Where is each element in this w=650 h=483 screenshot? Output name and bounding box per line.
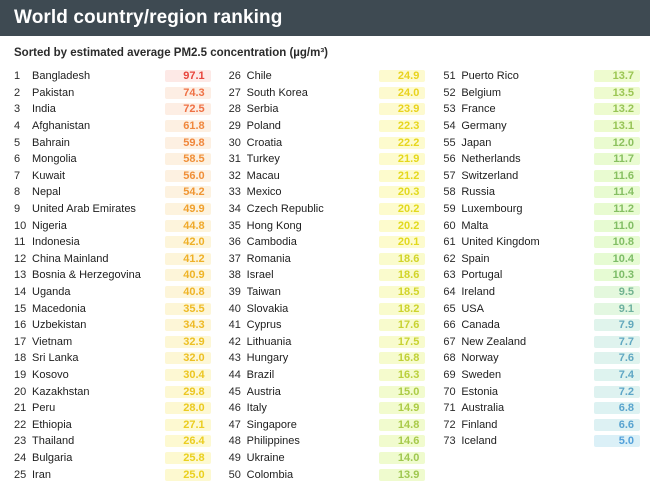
rank-cell: 41: [228, 319, 241, 332]
table-row[interactable]: [225, 433, 426, 450]
pm25-value-cell: 40.8: [165, 286, 211, 298]
rank-cell: 27: [228, 86, 241, 99]
country-name-cell: Macau: [246, 169, 280, 182]
pm25-value-cell: 17.5: [379, 336, 425, 348]
table-row[interactable]: [439, 300, 640, 317]
table-row[interactable]: [225, 151, 426, 168]
table-row[interactable]: [439, 350, 640, 367]
table-row[interactable]: [225, 101, 426, 118]
rank-cell: 49: [228, 451, 241, 464]
pm25-value-cell: 27.1: [165, 419, 211, 431]
country-name-cell: Colombia: [246, 468, 294, 481]
country-name-cell: Bangladesh: [32, 70, 91, 83]
rank-cell: 37: [228, 252, 241, 265]
ranking-column: [225, 68, 426, 483]
table-row[interactable]: [10, 450, 211, 467]
table-row[interactable]: [439, 284, 640, 301]
pm25-value-cell: 74.3: [165, 87, 211, 99]
rank-cell: 62: [443, 252, 456, 265]
ranking-columns: [0, 68, 650, 483]
table-row[interactable]: [10, 300, 211, 317]
country-name-cell: Cambodia: [246, 236, 297, 249]
rank-cell: 70: [443, 385, 456, 398]
rank-cell: 72: [443, 418, 456, 431]
table-row[interactable]: [225, 400, 426, 417]
table-row[interactable]: [10, 400, 211, 417]
pm25-value-cell: 6.8: [594, 402, 640, 414]
table-row[interactable]: [10, 317, 211, 334]
rank-cell: 12: [14, 252, 27, 265]
country-name-cell: United Kingdom: [461, 236, 540, 249]
country-name-cell: Thailand: [32, 435, 75, 448]
pm25-value-cell: 23.9: [379, 103, 425, 115]
table-row[interactable]: [439, 85, 640, 102]
rank-cell: 18: [14, 352, 27, 365]
rank-cell: 31: [228, 153, 241, 166]
table-row[interactable]: [439, 201, 640, 218]
rank-cell: 69: [443, 368, 456, 381]
table-row[interactable]: [439, 234, 640, 251]
country-name-cell: Ireland: [461, 286, 495, 299]
country-name-cell: Finland: [461, 418, 498, 431]
pm25-value-cell: 13.9: [379, 469, 425, 481]
table-row[interactable]: [10, 101, 211, 118]
table-row[interactable]: [10, 334, 211, 351]
country-name-cell: Singapore: [246, 418, 297, 431]
rank-cell: 24: [14, 451, 27, 464]
pm25-value-cell: 11.2: [594, 203, 640, 215]
country-name-cell: Afghanistan: [32, 120, 91, 133]
rank-cell: 6: [14, 153, 21, 166]
country-name-cell: Turkey: [246, 153, 280, 166]
country-name-cell: China Mainland: [32, 252, 109, 265]
rank-cell: 73: [443, 435, 456, 448]
country-name-cell: Uzbekistan: [32, 319, 87, 332]
country-name-cell: Israel: [246, 269, 274, 282]
pm25-value-cell: 13.5: [594, 87, 640, 99]
country-name-cell: Bosnia & Herzegovina: [32, 269, 141, 282]
pm25-value-cell: 14.0: [379, 452, 425, 464]
pm25-value-cell: 24.9: [379, 70, 425, 82]
table-row[interactable]: [225, 184, 426, 201]
table-row[interactable]: [10, 118, 211, 135]
table-row[interactable]: [10, 433, 211, 450]
pm25-value-cell: 20.2: [379, 203, 425, 215]
table-row[interactable]: [10, 350, 211, 367]
table-row[interactable]: [10, 217, 211, 234]
country-name-cell: USA: [461, 302, 484, 315]
pm25-value-cell: 40.9: [165, 269, 211, 281]
pm25-value-cell: 10.8: [594, 236, 640, 248]
country-name-cell: Vietnam: [32, 335, 73, 348]
rank-cell: 50: [228, 468, 241, 481]
country-name-cell: India: [32, 103, 56, 116]
country-name-cell: Malta: [461, 219, 489, 232]
rank-cell: 15: [14, 302, 27, 315]
pm25-value-cell: 25.8: [165, 452, 211, 464]
table-row[interactable]: [225, 118, 426, 135]
table-row[interactable]: [439, 416, 640, 433]
rank-cell: 2: [14, 86, 21, 99]
country-name-cell: Sweden: [461, 368, 502, 381]
country-name-cell: Switzerland: [461, 169, 519, 182]
table-row[interactable]: [439, 184, 640, 201]
country-name-cell: Slovakia: [246, 302, 289, 315]
pm25-value-cell: 41.2: [165, 253, 211, 265]
pm25-value-cell: 20.3: [379, 186, 425, 198]
table-row[interactable]: [439, 217, 640, 234]
pm25-value-cell: 9.5: [594, 286, 640, 298]
pm25-value-cell: 26.4: [165, 435, 211, 447]
country-name-cell: Hong Kong: [246, 219, 302, 232]
table-row[interactable]: [225, 367, 426, 384]
table-row[interactable]: [225, 217, 426, 234]
table-row[interactable]: [439, 433, 640, 450]
pm25-value-cell: 42.0: [165, 236, 211, 248]
table-row[interactable]: [225, 201, 426, 218]
pm25-value-cell: 32.9: [165, 336, 211, 348]
table-row[interactable]: [225, 300, 426, 317]
pm25-value-cell: 30.4: [165, 369, 211, 381]
country-name-cell: Australia: [461, 402, 505, 415]
pm25-value-cell: 49.9: [165, 203, 211, 215]
rank-cell: 17: [14, 335, 27, 348]
rank-cell: 3: [14, 103, 21, 116]
rank-cell: 43: [228, 352, 241, 365]
table-row[interactable]: [10, 134, 211, 151]
rank-cell: 58: [443, 186, 456, 199]
country-name-cell: Canada: [461, 319, 500, 332]
pm25-value-cell: 6.6: [594, 419, 640, 431]
pm25-value-cell: 7.6: [594, 352, 640, 364]
pm25-value-cell: 7.9: [594, 319, 640, 331]
pm25-value-cell: 44.8: [165, 220, 211, 232]
rank-cell: 59: [443, 203, 456, 216]
pm25-value-cell: 56.0: [165, 170, 211, 182]
country-name-cell: Hungary: [246, 352, 289, 365]
rank-cell: 30: [228, 136, 241, 149]
pm25-value-cell: 18.6: [379, 269, 425, 281]
rank-cell: 63: [443, 269, 456, 282]
table-row[interactable]: [225, 267, 426, 284]
table-row[interactable]: [439, 251, 640, 268]
pm25-value-cell: 22.2: [379, 137, 425, 149]
country-name-cell: Lithuania: [246, 335, 292, 348]
pm25-value-cell: 5.0: [594, 435, 640, 447]
country-name-cell: Bulgaria: [32, 451, 73, 464]
rank-cell: 40: [228, 302, 241, 315]
country-name-cell: Iceland: [461, 435, 497, 448]
table-row[interactable]: [225, 134, 426, 151]
country-name-cell: Germany: [461, 120, 507, 133]
rank-cell: 52: [443, 86, 456, 99]
pm25-value-cell: 72.5: [165, 103, 211, 115]
table-row[interactable]: [10, 85, 211, 102]
table-row[interactable]: [225, 68, 426, 85]
country-name-cell: Pakistan: [32, 86, 75, 99]
pm25-value-cell: 54.2: [165, 186, 211, 198]
rank-cell: 23: [14, 435, 27, 448]
pm25-value-cell: 24.0: [379, 87, 425, 99]
country-name-cell: Romania: [246, 252, 291, 265]
country-name-cell: Estonia: [461, 385, 499, 398]
rank-cell: 5: [14, 136, 21, 149]
page-header: [0, 0, 650, 36]
rank-cell: 11: [14, 236, 26, 249]
pm25-value-cell: 15.0: [379, 386, 425, 398]
pm25-value-cell: 13.7: [594, 70, 640, 82]
pm25-value-cell: 21.2: [379, 170, 425, 182]
rank-cell: 13: [14, 269, 27, 282]
country-name-cell: Netherlands: [461, 153, 521, 166]
rank-cell: 47: [228, 418, 241, 431]
pm25-value-cell: 13.1: [594, 120, 640, 132]
rank-cell: 19: [14, 368, 27, 381]
table-row[interactable]: [439, 134, 640, 151]
table-row[interactable]: [439, 334, 640, 351]
pm25-value-cell: 28.0: [165, 402, 211, 414]
table-row[interactable]: [439, 400, 640, 417]
table-row[interactable]: [10, 234, 211, 251]
country-name-cell: Croatia: [246, 136, 283, 149]
country-name-cell: Taiwan: [246, 286, 281, 299]
pm25-value-cell: 7.2: [594, 386, 640, 398]
pm25-value-cell: 25.0: [165, 469, 211, 481]
rank-cell: 48: [228, 435, 241, 448]
pm25-value-cell: 16.3: [379, 369, 425, 381]
country-name-cell: Austria: [246, 385, 281, 398]
table-row[interactable]: [225, 284, 426, 301]
country-name-cell: Kuwait: [32, 169, 66, 182]
country-name-cell: Puerto Rico: [461, 70, 519, 83]
rank-cell: 42: [228, 335, 241, 348]
table-row[interactable]: [439, 151, 640, 168]
table-row[interactable]: [225, 416, 426, 433]
country-name-cell: Ukraine: [246, 451, 285, 464]
table-row[interactable]: [225, 251, 426, 268]
rank-cell: 55: [443, 136, 456, 149]
ranking-column: [439, 68, 640, 483]
country-name-cell: New Zealand: [461, 335, 527, 348]
table-row[interactable]: [439, 118, 640, 135]
pm25-value-cell: 7.7: [594, 336, 640, 348]
rank-cell: 34: [228, 203, 241, 216]
pm25-value-cell: 97.1: [165, 70, 211, 82]
pm25-value-cell: 12.0: [594, 137, 640, 149]
rank-cell: 53: [443, 103, 456, 116]
country-name-cell: Peru: [32, 402, 56, 415]
rank-cell: 56: [443, 153, 456, 166]
pm25-value-cell: 9.1: [594, 303, 640, 315]
table-row[interactable]: [10, 416, 211, 433]
country-name-cell: Italy: [246, 402, 267, 415]
rank-cell: 7: [14, 169, 21, 182]
ranking-column: [10, 68, 211, 483]
pm25-value-cell: 18.5: [379, 286, 425, 298]
pm25-value-cell: 11.4: [594, 186, 640, 198]
country-name-cell: Kosovo: [32, 368, 69, 381]
pm25-value-cell: 59.8: [165, 137, 211, 149]
rank-cell: 54: [443, 120, 456, 133]
pm25-value-cell: 18.6: [379, 253, 425, 265]
table-row[interactable]: [10, 466, 211, 483]
country-name-cell: Mongolia: [32, 153, 77, 166]
table-row[interactable]: [439, 317, 640, 334]
pm25-value-cell: 17.6: [379, 319, 425, 331]
country-name-cell: Serbia: [246, 103, 279, 116]
table-row[interactable]: [225, 334, 426, 351]
pm25-value-cell: 18.2: [379, 303, 425, 315]
table-row[interactable]: [225, 350, 426, 367]
country-name-cell: South Korea: [246, 86, 308, 99]
rank-cell: 33: [228, 186, 241, 199]
rank-cell: 45: [228, 385, 241, 398]
table-row[interactable]: [10, 201, 211, 218]
country-name-cell: Mexico: [246, 186, 282, 199]
pm25-value-cell: 10.4: [594, 253, 640, 265]
rank-cell: 36: [228, 236, 241, 249]
pm25-value-cell: 35.5: [165, 303, 211, 315]
rank-cell: 39: [228, 286, 241, 299]
rank-cell: 9: [14, 203, 21, 216]
table-row[interactable]: [439, 101, 640, 118]
rank-cell: 21: [14, 402, 27, 415]
country-name-cell: Portugal: [461, 269, 503, 282]
table-row[interactable]: [10, 68, 211, 85]
pm25-value-cell: 14.8: [379, 419, 425, 431]
country-name-cell: Belgium: [461, 86, 502, 99]
page-title: World country/region ranking: [14, 7, 283, 28]
country-name-cell: Bahrain: [32, 136, 70, 149]
pm25-value-cell: 22.3: [379, 120, 425, 132]
rank-cell: 44: [228, 368, 241, 381]
country-name-cell: United Arab Emirates: [32, 203, 136, 216]
table-row[interactable]: [10, 267, 211, 284]
rank-cell: 10: [14, 219, 27, 232]
pm25-value-cell: 29.8: [165, 386, 211, 398]
pm25-value-cell: 11.0: [594, 220, 640, 232]
rank-cell: 16: [14, 319, 27, 332]
table-row[interactable]: [225, 383, 426, 400]
pm25-value-cell: 7.4: [594, 369, 640, 381]
country-name-cell: Cyprus: [246, 319, 282, 332]
pm25-value-cell: 11.6: [594, 170, 640, 182]
pm25-value-cell: 20.2: [379, 220, 425, 232]
table-row[interactable]: [10, 251, 211, 268]
rank-cell: 51: [443, 70, 456, 83]
country-name-cell: Poland: [246, 120, 281, 133]
table-row[interactable]: [225, 450, 426, 467]
rank-cell: 1: [14, 70, 21, 83]
country-name-cell: Brazil: [246, 368, 275, 381]
pm25-value-cell: 58.5: [165, 153, 211, 165]
pm25-value-cell: 14.9: [379, 402, 425, 414]
table-row[interactable]: [10, 367, 211, 384]
pm25-value-cell: 20.1: [379, 236, 425, 248]
country-name-cell: Iran: [32, 468, 51, 481]
pm25-value-cell: 10.3: [594, 269, 640, 281]
rank-cell: 38: [228, 269, 241, 282]
table-row[interactable]: [10, 184, 211, 201]
rank-cell: 20: [14, 385, 27, 398]
table-row[interactable]: [439, 68, 640, 85]
table-row[interactable]: [10, 151, 211, 168]
country-name-cell: Spain: [461, 252, 490, 265]
pm25-value-cell: 11.7: [594, 153, 640, 165]
rank-cell: 46: [228, 402, 241, 415]
table-row[interactable]: [439, 383, 640, 400]
country-name-cell: Ethiopia: [32, 418, 72, 431]
rank-cell: 29: [228, 120, 241, 133]
rank-cell: 8: [14, 186, 21, 199]
table-row[interactable]: [10, 284, 211, 301]
country-name-cell: Nigeria: [32, 219, 67, 232]
table-row[interactable]: [439, 168, 640, 185]
rank-cell: 32: [228, 169, 241, 182]
rank-cell: 60: [443, 219, 456, 232]
country-name-cell: Nepal: [32, 186, 61, 199]
rank-cell: 22: [14, 418, 27, 431]
country-name-cell: Luxembourg: [461, 203, 523, 216]
page-subtitle: Sorted by estimated average PM2.5 concentration (µg/m³): [14, 47, 329, 59]
table-row[interactable]: [225, 234, 426, 251]
rank-cell: 65: [443, 302, 456, 315]
pm25-value-cell: 61.8: [165, 120, 211, 132]
country-name-cell: Chile: [246, 70, 272, 83]
rank-cell: 35: [228, 219, 241, 232]
pm25-value-cell: 34.3: [165, 319, 211, 331]
rank-cell: 14: [14, 286, 27, 299]
rank-cell: 66: [443, 319, 456, 332]
country-name-cell: France: [461, 103, 496, 116]
table-row[interactable]: [225, 168, 426, 185]
table-row[interactable]: [10, 383, 211, 400]
table-row[interactable]: [225, 85, 426, 102]
table-row[interactable]: [439, 367, 640, 384]
country-name-cell: Philippines: [246, 435, 300, 448]
table-row[interactable]: [439, 267, 640, 284]
country-name-cell: Norway: [461, 352, 499, 365]
pm25-value-cell: 14.6: [379, 435, 425, 447]
rank-cell: 61: [443, 236, 456, 249]
pm25-value-cell: 16.8: [379, 352, 425, 364]
country-name-cell: Indonesia: [32, 236, 80, 249]
rank-cell: 25: [14, 468, 27, 481]
country-name-cell: Uganda: [32, 286, 71, 299]
country-name-cell: Czech Republic: [246, 203, 324, 216]
rank-cell: 28: [228, 103, 241, 116]
rank-cell: 26: [228, 70, 241, 83]
table-row[interactable]: [10, 168, 211, 185]
rank-cell: 4: [14, 120, 21, 133]
rank-cell: 67: [443, 335, 456, 348]
country-name-cell: Macedonia: [32, 302, 86, 315]
rank-cell: 64: [443, 286, 456, 299]
rank-cell: 57: [443, 169, 456, 182]
table-row[interactable]: [225, 466, 426, 483]
country-name-cell: Russia: [461, 186, 495, 199]
pm25-value-cell: 13.2: [594, 103, 640, 115]
country-name-cell: Kazakhstan: [32, 385, 90, 398]
country-name-cell: Sri Lanka: [32, 352, 79, 365]
rank-cell: 71: [443, 402, 456, 415]
pm25-value-cell: 21.9: [379, 153, 425, 165]
rank-cell: 68: [443, 352, 456, 365]
table-row[interactable]: [225, 317, 426, 334]
country-name-cell: Japan: [461, 136, 492, 149]
pm25-value-cell: 32.0: [165, 352, 211, 364]
